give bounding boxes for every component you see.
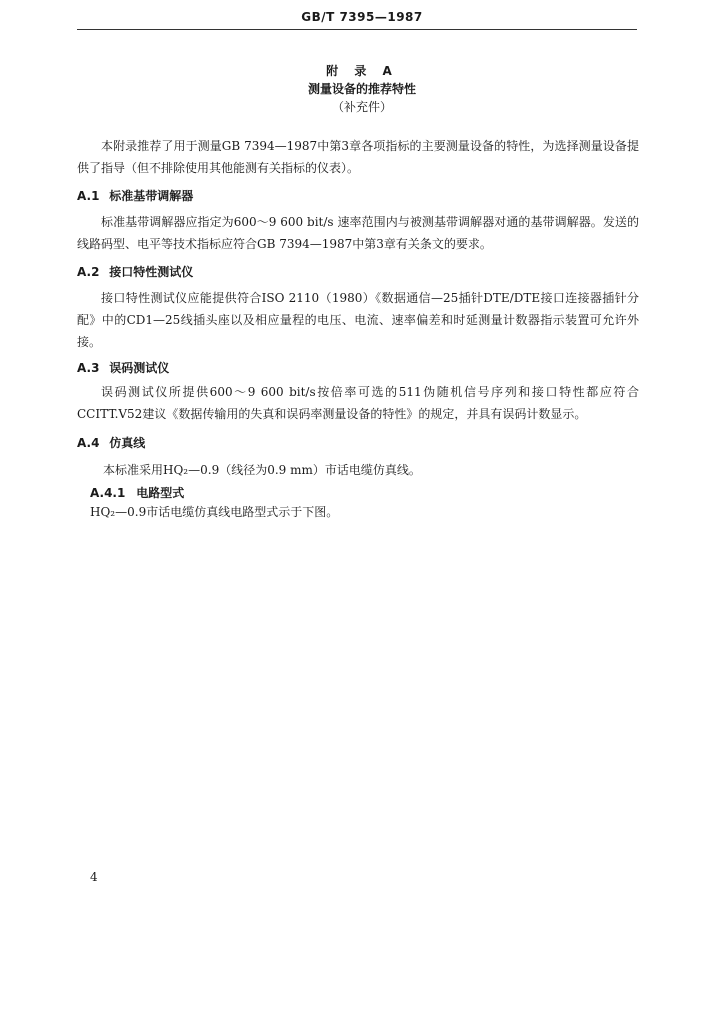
subsection-text-a41: HQ₂—0.9市话电缆仿真线电路型式示于下图。 (90, 505, 339, 519)
section-text-a1: 标准基带调解器应指定为600～9 600 bit/s 速率范围内与被测基带调解器对通的基带调解器。发送的线路码型、电平等技术指标应符合GB 7394—1987中第3章有关条文的要求。 (77, 215, 639, 251)
page-number: 4 (90, 870, 98, 884)
section-number: A.3 (77, 361, 100, 375)
subsection-number: A.4.1 (90, 486, 126, 500)
section-heading-a1 (77, 187, 193, 204)
intro-paragraph: 本附录推荐了用于测量GB 7394—1987中第3章各项指标的主要测量设备的特性，为选择测量设备提供了指导（但不排除使用其他能测有关指标的仪表）。 (77, 139, 639, 175)
section-title: 接口特性测试仪 (109, 265, 194, 279)
section-text-a3: 误码测试仪所提供600～9 600 bit/s按倍率可选的511伪随机信号序列和接口特性都应符合CCITT.V52建议《数据传输用的失真和误码率测量设备的特性》的规定，并具有误码计数显示。 (77, 385, 639, 421)
section-title: 误码测试仪 (109, 361, 170, 375)
section-text-a4: 本标准采用HQ₂—0.9（线径为0.9 mm）市话电缆仿真线。 (103, 463, 421, 477)
section-title: 标准基带调解器 (109, 189, 194, 203)
subsection-heading-a41 (90, 484, 184, 501)
section-number: A.2 (77, 265, 100, 279)
appendix-label: 附 录 A (326, 64, 398, 78)
section-text-a2: 接口特性测试仪应能提供符合ISO 2110（1980）《数据通信—25插针DTE/DTE接口连接器插针分配》中的CD1—25线插头座以及相应量程的电压、电流、速率偏差和时延测量计数器指示装置可允许外接。 (77, 291, 639, 349)
section-heading-a2 (77, 263, 193, 280)
appendix-title: 测量设备的推荐特性 (307, 82, 416, 96)
subsection-title: 电路型式 (136, 486, 185, 500)
section-heading-a4 (77, 434, 145, 451)
section-heading-a3 (77, 359, 169, 376)
header-rule (77, 29, 637, 30)
section-number: A.1 (77, 189, 100, 203)
section-title: 仿真线 (109, 436, 146, 450)
section-number: A.4 (77, 436, 100, 450)
appendix-note: （补充件） (331, 100, 392, 114)
standard-code: GB/T 7395—1987 (301, 10, 423, 24)
